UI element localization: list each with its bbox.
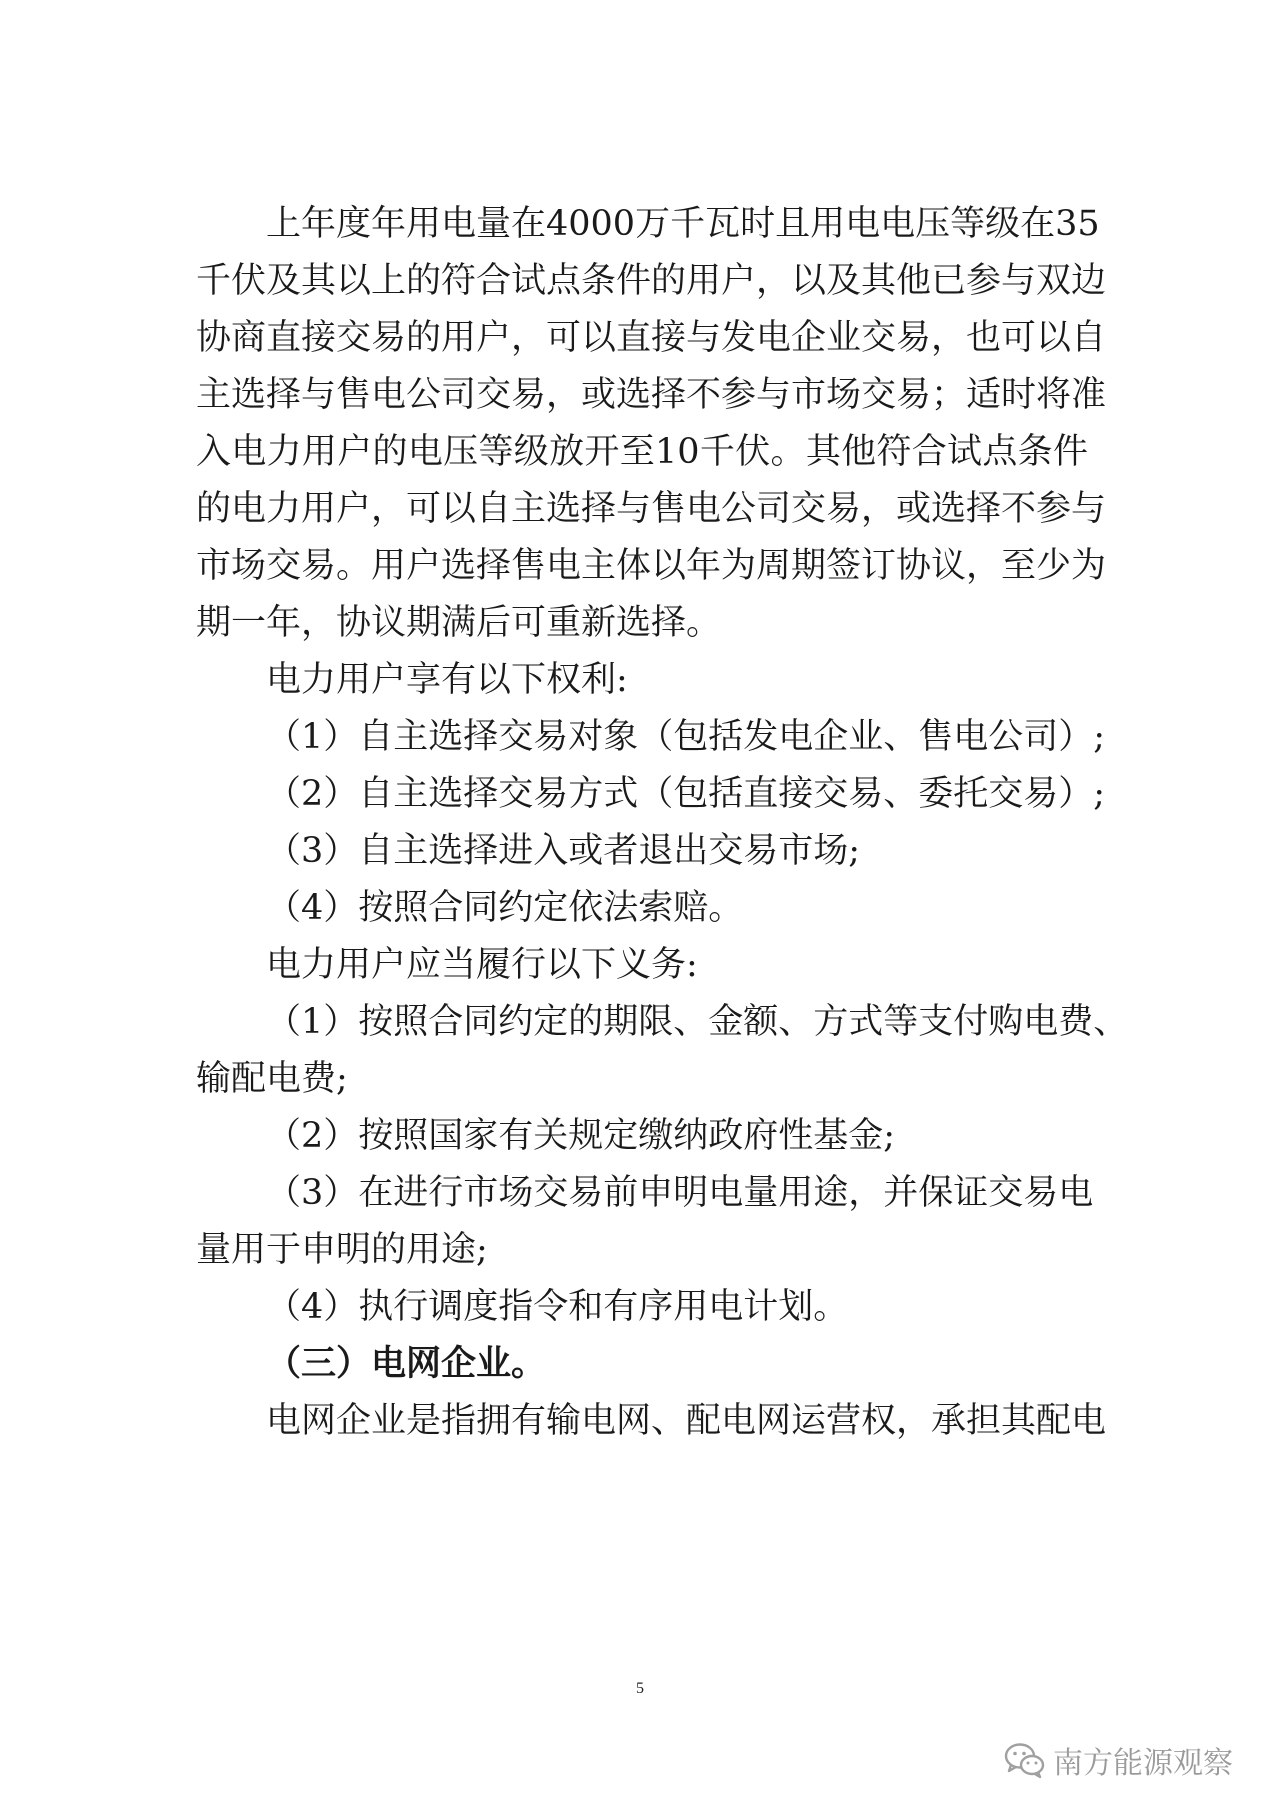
wechat-icon	[1003, 1740, 1047, 1780]
duties-item-continuation: 量用于申明的用途;	[196, 1230, 488, 1270]
page-number: 5	[636, 1680, 644, 1697]
rights-heading: 电力用户享有以下权利:	[266, 660, 628, 700]
duties-item: （2）按照国家有关规定缴纳政府性基金;	[266, 1116, 896, 1156]
duties-heading: 电力用户应当履行以下义务:	[266, 945, 698, 985]
duties-item: （3）在进行市场交易前申明电量用途，并保证交易电	[266, 1173, 1094, 1213]
paragraph-line: 电网企业是指拥有输电网、配电网运营权，承担其配电	[266, 1401, 1107, 1441]
paragraph-line: 入电力用户的电压等级放开至10千伏。其他符合试点条件	[196, 432, 1088, 472]
rights-item: （4）按照合同约定依法索赔。	[266, 888, 744, 928]
watermark-text: 南方能源观察	[1053, 1746, 1233, 1781]
paragraph-line: 市场交易。用户选择售电主体以年为周期签订协议，至少为	[196, 546, 1107, 586]
paragraph-line: 协商直接交易的用户，可以直接与发电企业交易，也可以自	[196, 318, 1107, 358]
rights-item: （2）自主选择交易方式（包括直接交易、委托交易）;	[266, 774, 1106, 814]
rights-item: （1）自主选择交易对象（包括发电企业、售电公司）;	[266, 717, 1106, 757]
paragraph-line: 期一年，协议期满后可重新选择。	[196, 603, 722, 643]
paragraph-line: 千伏及其以上的符合试点条件的用户，以及其他已参与双边	[196, 261, 1107, 301]
paragraph-line: 上年度年用电量在4000万千瓦时且用电电压等级在35	[266, 204, 1100, 244]
watermark	[1003, 1738, 1233, 1782]
duties-item: （4）执行调度指令和有序用电计划。	[266, 1287, 849, 1327]
paragraph-line: 的电力用户，可以自主选择与售电公司交易，或选择不参与	[196, 489, 1107, 529]
duties-item: （1）按照合同约定的期限、金额、方式等支付购电费、	[266, 1002, 1129, 1042]
rights-item: （3）自主选择进入或者退出交易市场;	[266, 831, 861, 871]
duties-item-continuation: 输配电费;	[196, 1059, 348, 1099]
paragraph-line: 主选择与售电公司交易，或选择不参与市场交易；适时将准	[196, 375, 1107, 415]
section-heading: （三）电网企业。	[266, 1343, 547, 1384]
